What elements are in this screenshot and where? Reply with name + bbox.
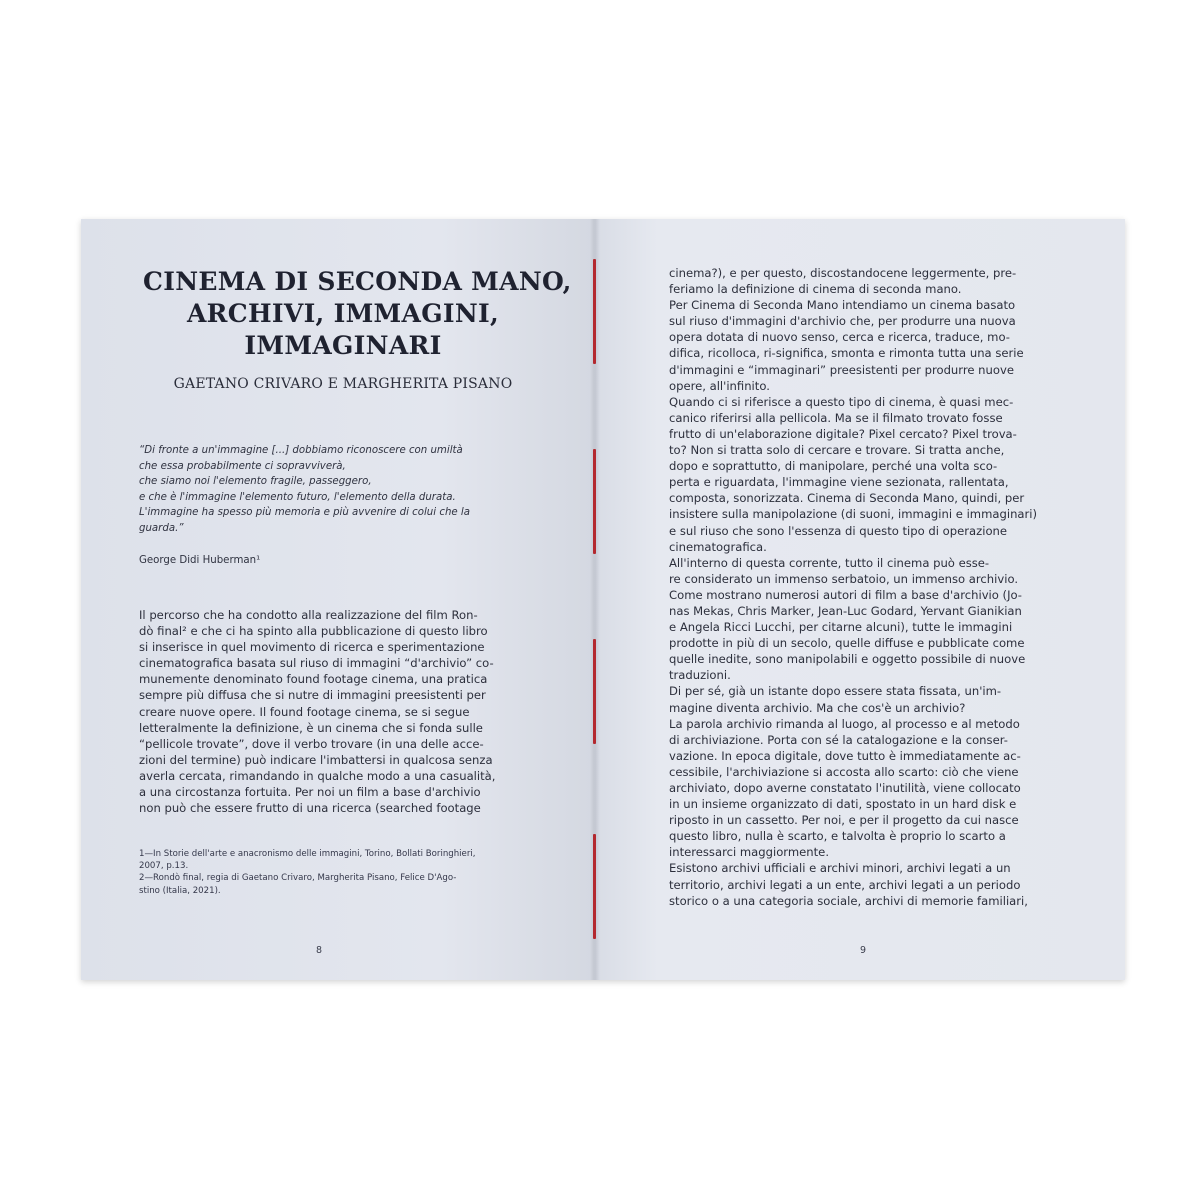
body-line: cinematografica.: [669, 539, 767, 554]
body-line: feriamo la definizione di cinema di seconda mano.: [669, 282, 962, 297]
body-line: si inserisce in quel movimento di ricerca e sperimentazione: [139, 640, 485, 655]
body-line: Di per sé, già un istante dopo essere stata fissata, un'im-: [669, 684, 1002, 699]
body-line: Esistono archivi ufficiali e archivi minori, archivi legati a un: [669, 861, 1011, 876]
body-line: dò final² e che ci ha spinto alla pubblicazione di questo libro: [139, 624, 488, 639]
body-line: prodotte in più di un secolo, quelle diffuse e pubblicate come: [669, 636, 1025, 651]
body-line: nas Mekas, Chris Marker, Jean-Luc Godard, Yervant Gianikian: [669, 603, 1022, 618]
body-line: traduzioni.: [669, 668, 731, 683]
body-line: cinema?), e per questo, discostandocene leggermente, pre-: [669, 266, 1017, 280]
binding-thread: [593, 449, 596, 554]
chapter-title: [143, 266, 572, 362]
body-line: vazione. In epoca digitale, dove tutto è immediatamente ac-: [669, 748, 1021, 763]
body-line: munemente denominato found footage cinema, una pratica: [139, 672, 488, 687]
left-page: [81, 219, 594, 980]
epigraph: [139, 443, 529, 537]
body-line: storico o a una categoria sociale, archivi di memorie familiari,: [669, 893, 1028, 908]
book-spread: [81, 219, 1125, 980]
body-line: “pellicole trovate”, dove il verbo trovare (in una delle acce-: [139, 736, 484, 751]
body-line: re considerato un immenso serbatoio, un immenso archivio.: [669, 571, 1019, 586]
body-line: averla cercata, rimandando in qualche modo a una casualità,: [139, 768, 496, 783]
chapter-authors: GAETANO CRIVARO E MARGHERITA PISANO: [173, 376, 513, 392]
body-line: non può che essere frutto di una ricerca (searched footage: [139, 801, 481, 816]
right-body-text: [669, 265, 1069, 909]
body-line: cinematografica basata sul riuso di immagini “d'archivio” co-: [139, 656, 494, 671]
right-page: [594, 219, 1125, 980]
page-number-right: 9: [860, 945, 867, 956]
binding-thread: [593, 834, 596, 939]
footnote-line: 1—In Storie dell'arte e anacronismo delle immagini, Torino, Bollati Boringhieri,: [139, 849, 476, 859]
body-line: sempre più diffusa che si nutre di immagini preesistenti per: [139, 688, 486, 703]
body-line: d'immagini e “immaginari” preesistenti per produrre nuove: [669, 362, 1014, 377]
body-line: territorio, archivi legati a un ente, archivi legati a un periodo: [669, 877, 1021, 892]
body-line: composta, sonorizzata. Cinema di Seconda Mano, quindi, per: [669, 491, 1025, 506]
body-line: a una circostanza fortuita. Per noi un film a base d'archivio: [139, 785, 481, 800]
body-line: zioni del termine) può indicare l'imbattersi in qualcosa senza: [139, 752, 493, 767]
body-line: La parola archivio rimanda al luogo, al processo e al metodo: [669, 716, 1020, 731]
epigraph-attribution: George Didi Huberman¹: [139, 555, 261, 566]
epigraph-line: e che è l'immagine l'elemento futuro, l'elemento della durata.: [139, 491, 456, 503]
epigraph-line: “Di fronte a un'immagine [...] dobbiamo riconoscere con umiltà: [139, 445, 463, 456]
body-line: All'interno di questa corrente, tutto il cinema può esse-: [669, 555, 990, 570]
epigraph-line: che siamo noi l'elemento fragile, passeggero,: [139, 476, 372, 488]
body-line: magine diventa archivio. Ma che cos'è un archivio?: [669, 700, 966, 715]
body-line: Come mostrano numerosi autori di film a base d'archivio (Jo-: [669, 587, 1022, 602]
body-line: e Angela Ricci Lucchi, per citarne alcuni), tutte le immagini: [669, 620, 1013, 635]
body-line: insistere sulla manipolazione (di suoni, immagini e immaginari): [669, 507, 1038, 522]
body-line: di archiviazione. Porta con sé la catalogazione e la conser-: [669, 732, 1008, 747]
body-line: Quando ci si riferisce a questo tipo di cinema, è quasi mec-: [669, 394, 1014, 409]
body-line: opere, all'infinito.: [669, 378, 770, 393]
body-line: creare nuove opere. Il found footage cinema, se si segue: [139, 704, 470, 719]
body-line: to? Non si tratta solo di cercare e trovare. Si tratta anche,: [669, 443, 1005, 458]
body-line: letteralmente la definizione, è un cinema che si fonda sulle: [139, 720, 483, 735]
title-line: IMMAGINARI: [244, 331, 442, 360]
body-line: perta e riguardata, l'immagine viene sezionata, rallentata,: [669, 475, 1009, 490]
footnote-line: 2007, p.13.: [139, 861, 189, 872]
body-line: frutto di un'elaborazione digitale? Pixel cercato? Pixel trova-: [669, 426, 1017, 441]
footnote-line: stino (Italia, 2021).: [139, 885, 221, 896]
title-line: ARCHIVI, IMMAGINI,: [186, 299, 500, 328]
body-line: e sul riuso che sono l'essenza di questo tipo di operazione: [669, 523, 1008, 538]
epigraph-line: guarda.”: [139, 522, 184, 534]
body-line: Il percorso che ha condotto alla realizzazione del film Ron-: [139, 608, 478, 622]
body-line: questo libro, nulla è scarto, e talvolta è proprio lo scarto a: [669, 829, 1006, 844]
epigraph-line: che essa probabilmente ci sopravviverà,: [139, 460, 346, 472]
binding-thread: [593, 259, 596, 364]
footnotes: [139, 848, 519, 897]
body-line: in un insieme organizzato di dati, spostato in un hard disk e: [669, 797, 1017, 812]
binding-thread: [593, 639, 596, 744]
epigraph-line: L'immagine ha spesso più memoria e più avvenire di colui che la: [139, 507, 470, 519]
body-line: canico riferirsi alla pellicola. Ma se il filmato trovato fosse: [669, 410, 1003, 425]
body-line: archiviato, dopo averne constatato l'inutilità, viene collocato: [669, 781, 1021, 795]
body-line: cessibile, l'archiviazione si accosta allo scarto: ciò che viene: [669, 764, 1019, 779]
title-line: CINEMA DI SECONDA MANO,: [143, 267, 572, 296]
body-line: opera dotata di nuovo senso, cerca e ricerca, traduce, mo-: [669, 330, 1010, 345]
body-line: riposto in un cassetto. Per noi, e per il progetto da cui nasce: [669, 813, 1019, 828]
body-line: quelle inedite, sono manipolabili e oggetto possibile di nuove: [669, 652, 1026, 667]
footnote-line: 2—Rondò final, regia di Gaetano Crivaro, Margherita Pisano, Felice D'Ago-: [139, 873, 457, 884]
body-line: difica, ricolloca, ri-significa, smonta e rimonta tutta una serie: [669, 346, 1024, 361]
left-body-text: [139, 607, 509, 816]
body-line: dopo e soprattutto, di manipolare, perché una volta sco-: [669, 459, 998, 474]
body-line: sul riuso d'immagini d'archivio che, per produrre una nuova: [669, 314, 1016, 329]
page-number-left: 8: [316, 945, 323, 956]
body-line: interessarci maggiormente.: [669, 845, 830, 860]
body-line: Per Cinema di Seconda Mano intendiamo un cinema basato: [669, 298, 1016, 313]
